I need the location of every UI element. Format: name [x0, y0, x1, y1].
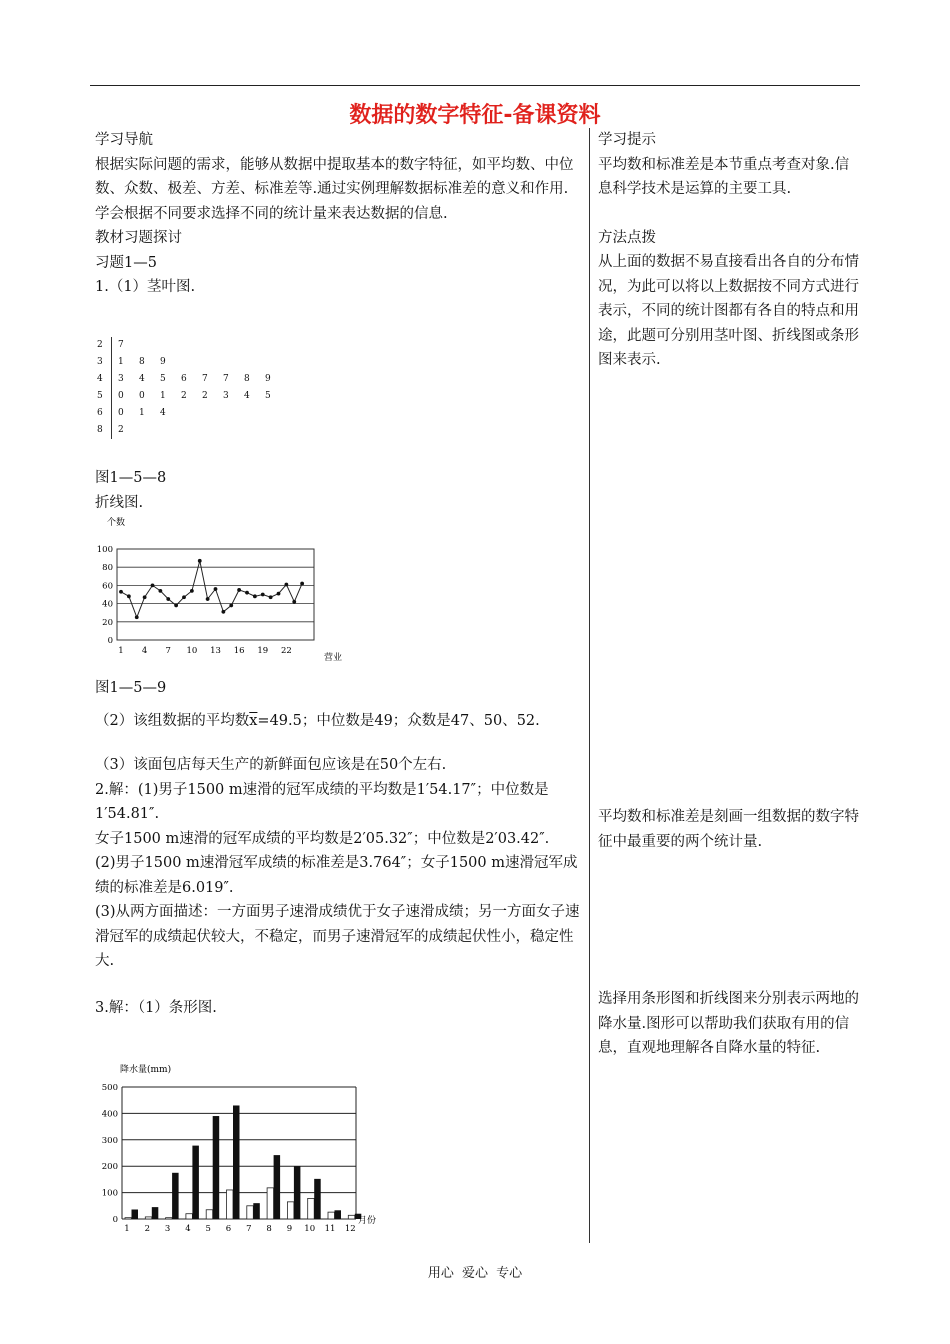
q1-2: （2）该组数据的平均数$\overline{x}=49.5$；中位数是49；众数是47、50、52. — [95, 712, 540, 729]
y-tick-label: 200 — [101, 1162, 118, 1173]
bar-white — [125, 1218, 132, 1219]
x-tick-label: 1 — [118, 646, 124, 656]
bar-white — [348, 1215, 355, 1219]
data-point — [206, 597, 210, 601]
leaf: 3 — [223, 391, 229, 401]
leaf: 0 — [118, 391, 124, 401]
data-point — [135, 615, 139, 619]
bar-white — [267, 1188, 274, 1219]
y-tick-label: 20 — [102, 617, 113, 628]
y-tick-label: 100 — [101, 1188, 118, 1199]
x-tick-label: 22 — [280, 646, 292, 656]
leaf: 4 — [244, 391, 250, 401]
data-point — [237, 588, 241, 592]
y-tick-label: 0 — [107, 636, 113, 646]
x-tick-label: 11 — [324, 1224, 336, 1234]
y-tick-label: 300 — [101, 1135, 118, 1146]
bar-black — [192, 1146, 199, 1219]
bar-black — [213, 1116, 220, 1219]
y-tick-label: 0 — [112, 1215, 118, 1225]
stem-row — [97, 371, 286, 388]
data-point — [158, 589, 162, 593]
bar-black — [335, 1210, 342, 1219]
data-point — [269, 595, 273, 599]
leaf: 1 — [160, 391, 166, 401]
data-point — [221, 610, 225, 614]
y-tick-label: 400 — [101, 1109, 118, 1120]
leaf: 0 — [118, 408, 124, 418]
y-tick-label: 80 — [102, 563, 113, 574]
q1-3: （3）该面包店每天生产的新鲜面包应该是在50个左右. — [95, 757, 447, 773]
data-point — [166, 597, 170, 601]
data-point — [214, 587, 218, 591]
nav-heading: 学习导航 — [95, 132, 153, 148]
stem-row — [97, 405, 286, 422]
x-tick-label: 7 — [246, 1224, 252, 1234]
line-label: 折线图. — [95, 494, 144, 511]
line-chart — [92, 512, 362, 662]
bar-chart — [92, 1060, 392, 1240]
data-point — [198, 559, 202, 563]
x-tick-label: 4 — [141, 646, 148, 656]
leaf: 1 — [139, 408, 145, 418]
stem-value: 5 — [97, 388, 112, 405]
data-point — [190, 589, 194, 593]
tip-heading: 学习提示 — [598, 132, 656, 148]
data-point — [245, 591, 249, 595]
bar-black — [172, 1173, 179, 1219]
stem-row — [97, 337, 286, 354]
y-tick-label: 100 — [96, 545, 113, 555]
data-point — [151, 584, 155, 588]
stem-leaf-plot — [97, 337, 286, 439]
page-title: 数据的数字特征-备课资料 — [349, 103, 601, 128]
q1-label: 1.（1）茎叶图. — [95, 279, 196, 295]
y-tick-label: 40 — [102, 599, 113, 610]
leaf: 5 — [265, 391, 271, 401]
leaf: 9 — [160, 357, 166, 367]
leaf: 4 — [139, 374, 145, 384]
bar-white — [227, 1190, 234, 1219]
fig2-caption: 图1—5—9 — [95, 680, 167, 696]
right-column — [598, 128, 860, 373]
x-tick-label: 10 — [304, 1224, 316, 1234]
x-tick-label: 12 — [344, 1224, 356, 1234]
bar-white — [308, 1198, 315, 1219]
x-tick-label: 5 — [205, 1224, 211, 1234]
mean-symbol: $\overline{x}$ — [249, 712, 258, 729]
x-tick-label: 19 — [257, 646, 269, 656]
x-tick-label: 6 — [225, 1224, 232, 1234]
y-tick-label: 500 — [101, 1083, 118, 1093]
leaf: 2 — [202, 391, 208, 401]
leaf: 4 — [160, 408, 166, 418]
data-point — [284, 583, 288, 587]
leaf: 6 — [181, 374, 187, 384]
leaf-values — [112, 388, 286, 405]
leaf: 7 — [223, 374, 229, 384]
stem-value: 3 — [97, 354, 112, 371]
bar-black — [253, 1203, 259, 1219]
leaf: 7 — [118, 340, 124, 350]
x-tick-label: 16 — [233, 646, 245, 656]
leaf: 9 — [265, 374, 271, 384]
leaf-values — [112, 354, 181, 371]
leaf-values — [112, 422, 139, 439]
leaf: 5 — [160, 374, 166, 384]
data-point — [174, 604, 178, 608]
stem-value: 4 — [97, 371, 112, 388]
leaf: 1 — [118, 357, 124, 367]
x-tick-label: 2 — [144, 1224, 151, 1234]
leaf-values — [112, 337, 139, 354]
bar-white — [145, 1217, 152, 1219]
stem-row — [97, 388, 286, 405]
data-point — [143, 595, 147, 599]
top-rule — [90, 85, 860, 86]
data-point — [300, 582, 304, 586]
bar-white — [287, 1202, 294, 1219]
x-tick-label: 10 — [186, 646, 198, 656]
bar-white — [206, 1210, 213, 1219]
y-axis-label: 降水量(mm) — [120, 1065, 172, 1075]
bar-white — [247, 1206, 254, 1219]
q2-1b: 女子1500 m速滑的冠军成绩的平均数是2′05.32″；中位数是2′03.42″. — [95, 830, 550, 847]
q2-1: 2.解：(1)男子1500 m速滑的冠军成绩的平均数是1′54.17″；中位数是1′54.81″. — [95, 781, 549, 822]
q2-3: (3)从两方面描述：一方面男子速滑成绩优于女子速滑成绩；另一方面女子速滑冠军的成绩起伏较大，不稳定，而男子速滑冠军的成绩起伏性小，稳定性大. — [95, 904, 580, 969]
leaf: 8 — [139, 357, 145, 367]
data-point — [119, 590, 123, 594]
x-axis-label: 月份 — [358, 1216, 377, 1226]
series-line — [121, 561, 302, 618]
x-tick-label: 9 — [286, 1224, 293, 1234]
stem-row — [97, 422, 286, 439]
stem-value: 6 — [97, 405, 112, 422]
bar-black — [132, 1209, 139, 1219]
x-tick-label: 3 — [164, 1224, 171, 1234]
bar-white — [328, 1212, 335, 1219]
tip-text: 平均数和标准差是本节重点考查对象.信息科学技术是运算的主要工具. — [598, 156, 850, 197]
leaf: 2 — [181, 391, 187, 401]
stem-row — [97, 354, 286, 371]
leaf-values — [112, 371, 286, 388]
data-point — [261, 593, 265, 597]
method-heading: 方法点拨 — [598, 229, 656, 246]
bar-black — [294, 1166, 301, 1219]
leaf: 3 — [118, 374, 124, 384]
x-tick-label: 4 — [185, 1224, 191, 1234]
bar-black — [274, 1155, 281, 1219]
note2: 平均数和标准差是刻画一组数据的数字特征中最重要的两个统计量. — [598, 809, 859, 850]
fig1-caption: 图1—5—8 — [95, 470, 167, 486]
x-tick-label: 1 — [124, 1224, 130, 1234]
data-point — [127, 594, 131, 598]
note3: 选择用条形图和折线图来分别表示两地的降水量.图形可以帮助我们获取有用的信息，直观地理解各自降水量的特征. — [598, 991, 859, 1056]
bar-black — [152, 1207, 159, 1219]
bar-black — [233, 1105, 240, 1219]
left-column — [95, 128, 580, 300]
x-tick-label: 13 — [210, 646, 221, 656]
y-axis-label: 个数 — [107, 518, 126, 528]
data-point — [229, 604, 233, 608]
x-axis-label: 营业 — [324, 653, 343, 662]
bar-white — [166, 1218, 173, 1219]
leaf-values — [112, 405, 181, 422]
q2-2: (2)男子1500 m速滑冠军成绩的标准差是3.764″；女子1500 m速滑冠军成绩的标准差是6.019″. — [95, 855, 578, 896]
data-point — [182, 595, 186, 599]
data-point — [292, 600, 296, 604]
bar-black — [314, 1179, 321, 1219]
leaf: 7 — [202, 374, 208, 384]
fig2-block — [95, 676, 580, 1020]
column-divider — [589, 128, 590, 1243]
x-tick-label: 8 — [266, 1224, 272, 1234]
bar-white — [186, 1214, 193, 1219]
exercise-id: 习题1—5 — [95, 254, 157, 271]
stem-value: 8 — [97, 422, 112, 439]
y-tick-label: 60 — [102, 581, 113, 592]
data-point — [253, 594, 257, 598]
data-point — [277, 592, 281, 596]
leaf: 0 — [139, 391, 145, 401]
nav-text: 根据实际问题的需求，能够从数据中提取基本的数字特征，如平均数、中位数、众数、极差、方差、标准差等.通过实例理解数据标准差的意义和作用.学会根据不同要求选择不同的统计量来表达数据的信息. — [95, 156, 574, 222]
method-text: 从上面的数据不易直接看出各自的分布情况，为此可以将以上数据按不同方式进行表示，不同的统计图都有各自的特点和用途，此题可分别用茎叶图、折线图或条形图来表示. — [598, 254, 859, 368]
exercise-heading: 教材习题探讨 — [95, 230, 182, 246]
note3-block — [598, 987, 860, 1061]
stem-value: 2 — [97, 337, 112, 354]
leaf: 8 — [244, 374, 250, 384]
footer: 用心 爱心 专心 — [427, 1266, 523, 1281]
q3-label: 3.解：（1）条形图. — [95, 999, 217, 1016]
x-tick-label: 7 — [165, 646, 171, 656]
note2-block — [598, 805, 860, 854]
leaf: 2 — [118, 425, 124, 435]
fig1-block — [95, 466, 580, 515]
